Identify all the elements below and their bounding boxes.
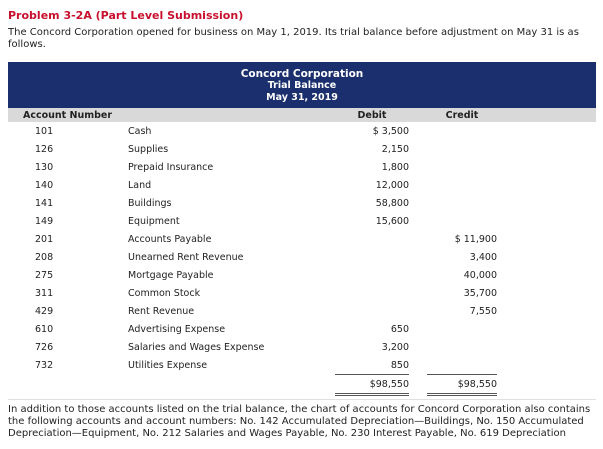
column-gap xyxy=(409,284,427,302)
table-row xyxy=(8,230,596,248)
table-row xyxy=(8,248,596,266)
credit-amount: $ 11,900 xyxy=(454,233,497,245)
column-gap xyxy=(409,158,427,176)
debit-amount: 1,800 xyxy=(381,161,409,173)
credit-amount: 35,700 xyxy=(463,287,497,299)
column-gap xyxy=(409,122,427,140)
column-gap xyxy=(409,212,427,230)
account-number: 149 xyxy=(35,215,54,227)
account-number: 126 xyxy=(35,143,54,155)
total-debit: $98,550 xyxy=(335,375,409,395)
account-name: Common Stock xyxy=(128,287,201,299)
account-number: 140 xyxy=(35,179,54,191)
account-number: 130 xyxy=(35,161,54,173)
debit-amount: 3,200 xyxy=(381,341,409,353)
trial-balance-header xyxy=(8,62,596,108)
account-name: Mortgage Payable xyxy=(128,269,214,281)
account-name: Advertising Expense xyxy=(128,323,226,335)
table-row xyxy=(8,356,596,375)
column-gap xyxy=(409,375,427,395)
column-gap xyxy=(409,140,427,158)
column-gap xyxy=(409,194,427,212)
debit-amount: 15,600 xyxy=(375,215,409,227)
column-gap xyxy=(409,176,427,194)
account-number: 101 xyxy=(35,125,54,137)
header-spacer xyxy=(497,108,596,122)
totals-label-empty xyxy=(128,375,335,395)
row-spacer xyxy=(497,194,596,212)
column-gap xyxy=(409,356,427,375)
debit-amount: 650 xyxy=(390,323,409,335)
table-row xyxy=(8,176,596,194)
row-spacer xyxy=(497,230,596,248)
row-spacer xyxy=(497,176,596,194)
trial-balance-body xyxy=(8,122,596,395)
account-number: 726 xyxy=(35,341,54,353)
debit-amount xyxy=(335,302,409,320)
total-credit: $98,550 xyxy=(427,375,497,395)
row-spacer xyxy=(497,302,596,320)
credit-amount xyxy=(427,212,497,230)
table-row xyxy=(8,284,596,302)
row-spacer xyxy=(497,375,596,395)
row-spacer xyxy=(497,248,596,266)
trial-balance-table xyxy=(8,108,596,396)
debit-header: Debit xyxy=(335,108,409,122)
credit-header: Credit xyxy=(427,108,497,122)
account-number-header: Account Number xyxy=(8,108,335,122)
account-number: 208 xyxy=(35,251,54,263)
table-row xyxy=(8,122,596,140)
debit-amount xyxy=(335,248,409,266)
account-number: 201 xyxy=(35,233,54,245)
footer-text: In addition to those accounts listed on the trial balance, the chart of accounts for Concord Corporation also contains the following accounts and account numbers: No. 142 Accumulated Depreciation—Buildings, No. 150 Accumulated Depreciation—Equipment, No. 212 Salaries and Wages Payable, No. 230 Interest Payable, No. 619 Depreciation xyxy=(8,404,591,439)
table-row xyxy=(8,194,596,212)
statement-date: May 31, 2019 xyxy=(266,92,338,103)
account-name: Land xyxy=(128,179,152,191)
credit-amount xyxy=(427,158,497,176)
account-name: Equipment xyxy=(128,215,180,227)
debit-amount xyxy=(335,284,409,302)
column-gap xyxy=(409,230,427,248)
account-name: Utilities Expense xyxy=(128,359,208,371)
credit-amount: 40,000 xyxy=(463,269,497,281)
account-name: Cash xyxy=(128,125,152,137)
problem-title: Problem 3-2A (Part Level Submission) xyxy=(8,9,244,22)
debit-amount: 58,800 xyxy=(375,197,409,209)
account-name: Salaries and Wages Expense xyxy=(128,341,265,353)
row-spacer xyxy=(497,338,596,356)
table-row xyxy=(8,158,596,176)
debit-amount xyxy=(335,266,409,284)
table-row xyxy=(8,212,596,230)
column-gap xyxy=(409,302,427,320)
account-name: Accounts Payable xyxy=(128,233,212,245)
table-row xyxy=(8,140,596,158)
credit-amount: 7,550 xyxy=(469,305,497,317)
column-gap xyxy=(409,266,427,284)
credit-amount xyxy=(427,176,497,194)
account-number: 311 xyxy=(35,287,54,299)
account-name: Prepaid Insurance xyxy=(128,161,214,173)
row-spacer xyxy=(497,140,596,158)
debit-amount: 12,000 xyxy=(375,179,409,191)
header-gap xyxy=(409,108,427,122)
section-divider xyxy=(8,399,596,400)
credit-amount xyxy=(427,194,497,212)
row-spacer xyxy=(497,320,596,338)
row-spacer xyxy=(497,122,596,140)
company-name: Concord Corporation xyxy=(240,68,364,80)
account-number: 141 xyxy=(35,197,54,209)
debit-amount: 2,150 xyxy=(381,143,409,155)
credit-amount xyxy=(427,356,497,375)
row-spacer xyxy=(497,284,596,302)
row-spacer xyxy=(497,266,596,284)
account-name: Unearned Rent Revenue xyxy=(128,251,244,263)
table-row xyxy=(8,338,596,356)
row-spacer xyxy=(497,212,596,230)
column-gap xyxy=(409,248,427,266)
debit-amount: $ 3,500 xyxy=(372,125,409,137)
credit-amount xyxy=(427,320,497,338)
totals-row xyxy=(8,375,596,395)
debit-amount xyxy=(335,230,409,248)
credit-amount xyxy=(427,338,497,356)
account-name: Rent Revenue xyxy=(128,305,195,317)
account-number: 429 xyxy=(35,305,54,317)
credit-amount xyxy=(427,140,497,158)
statement-title: Trial Balance xyxy=(267,80,337,91)
account-name: Supplies xyxy=(128,143,169,155)
account-number: 275 xyxy=(35,269,54,281)
credit-amount xyxy=(427,122,497,140)
account-number: 610 xyxy=(35,323,54,335)
account-number: 732 xyxy=(35,359,54,371)
table-row xyxy=(8,266,596,284)
column-gap xyxy=(409,320,427,338)
account-name: Buildings xyxy=(128,197,172,209)
table-row xyxy=(8,320,596,338)
problem-intro: The Concord Corporation opened for business on May 1, 2019. Its trial balance before adjustment on May 31 is as follows. xyxy=(8,27,579,50)
table-row xyxy=(8,302,596,320)
debit-amount: 850 xyxy=(390,359,409,371)
credit-amount: 3,400 xyxy=(469,251,497,263)
totals-num-empty xyxy=(8,375,128,395)
row-spacer xyxy=(497,158,596,176)
table-header-row xyxy=(8,108,596,122)
row-spacer xyxy=(497,356,596,375)
column-gap xyxy=(409,338,427,356)
